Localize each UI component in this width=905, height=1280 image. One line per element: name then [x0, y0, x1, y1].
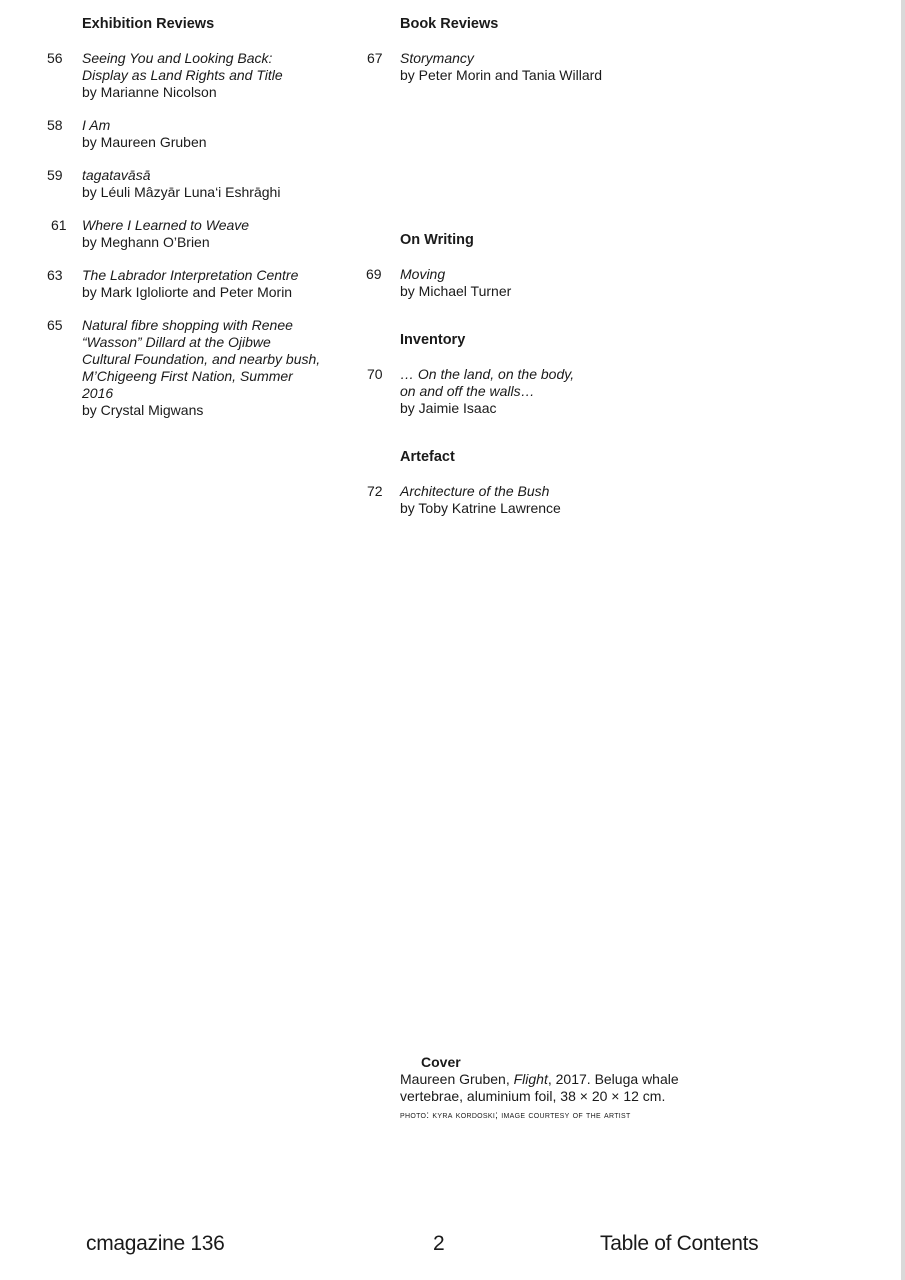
entry-author: by Maureen Gruben [82, 134, 207, 150]
page-number: 59 [47, 167, 63, 183]
entry-author: by Peter Morin and Tania Willard [400, 67, 603, 83]
entry-author: by Jaimie Isaac [400, 400, 497, 416]
cover-artist: Maureen Gruben, [400, 1071, 514, 1087]
entry-title: Moving [400, 266, 446, 282]
cover-caption [400, 1054, 720, 1124]
cover-label: Cover [421, 1054, 461, 1070]
cover-details: , 2017. Beluga whale vertebrae, aluminium foil, 38 × 20 × 12 cm. [400, 1071, 679, 1104]
entry-author: by Meghann O’Brien [82, 234, 210, 250]
entry-author: by Marianne Nicolson [82, 84, 217, 100]
entry-author: by Léuli Mâzyār Luna‘i Eshrāghi [82, 184, 281, 200]
page-number: 70 [367, 366, 383, 382]
page-number: 69 [366, 266, 382, 282]
entry-author: by Mark Igloliorte and Peter Morin [82, 284, 293, 300]
entry-title: Where I Learned to Weave [82, 217, 250, 233]
photo-credit: photo: kyra kordoski; image courtesy of the artist [400, 1110, 631, 1121]
page-number: 67 [367, 50, 383, 66]
entry-title: Storymancy [400, 50, 474, 66]
entry-title: The Labrador Interpretation Centre [82, 267, 299, 283]
footer-page-number: 2 [433, 1232, 445, 1255]
inventory-heading: Inventory [400, 332, 466, 348]
book-reviews-heading: Book Reviews [400, 16, 499, 32]
entry-title: Natural fibre shopping with Renee “Wasson” Dillard at the Ojibwe Cultural Foundation, and nearby bush, M’Chigeeng First Nation, Summer 2016 [82, 317, 321, 401]
artefact-heading: Artefact [400, 449, 455, 465]
entry-title: tagatavāsā [82, 167, 151, 183]
page-number: 56 [47, 50, 63, 66]
entry-title: Seeing You and Looking Back: Display as Land Rights and Title [82, 50, 283, 83]
cover-work-title: Flight [513, 1071, 548, 1087]
entry-author: by Toby Katrine Lawrence [400, 500, 561, 516]
page-number: 61 [51, 217, 67, 233]
entry-author: by Michael Turner [400, 283, 512, 299]
entry-title: Architecture of the Bush [400, 483, 550, 499]
entry-title: I Am [82, 117, 111, 133]
page-edge [901, 0, 905, 1280]
entry-title: … On the land, on the body, on and off the walls… [400, 366, 575, 399]
page-number: 72 [367, 483, 383, 499]
on-writing-heading: On Writing [400, 232, 474, 248]
exhibition-reviews-heading: Exhibition Reviews [82, 16, 215, 32]
footer-magazine-title: cmagazine 136 [86, 1232, 225, 1255]
page-number: 65 [47, 317, 63, 333]
page-number: 58 [47, 117, 63, 133]
footer-section-title: Table of Contents [600, 1232, 759, 1255]
cover-description [400, 1071, 679, 1104]
entry-author: by Crystal Migwans [82, 402, 204, 418]
page-number: 63 [47, 267, 63, 283]
